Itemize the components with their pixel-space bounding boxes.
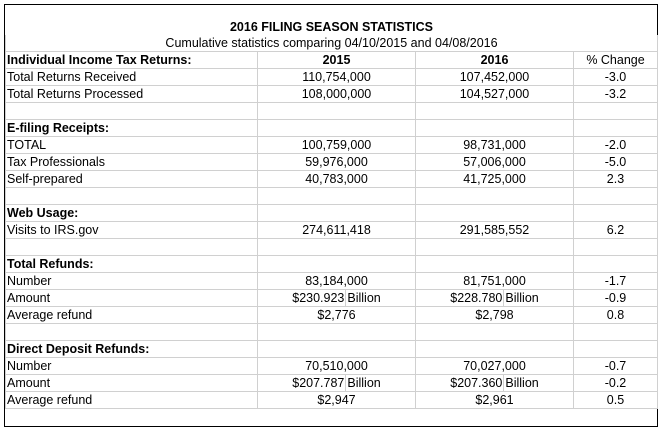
value-2016: 104,527,000 (416, 86, 574, 103)
row-label: Average refund (6, 307, 258, 324)
blank-row (6, 103, 658, 120)
table-row (6, 273, 658, 290)
spacer-row (6, 5, 658, 19)
value-2016 (416, 375, 574, 392)
page-subtitle: Cumulative statistics comparing 04/10/2015 and 04/08/2016 (6, 35, 658, 52)
row-label: Total Returns Processed (6, 86, 258, 103)
value-change: 0.5 (574, 392, 658, 409)
value-2016: 70,027,000 (416, 358, 574, 375)
value-change: -0.7 (574, 358, 658, 375)
value-change: -0.2 (574, 375, 658, 392)
table-row (6, 392, 658, 409)
value-2016 (416, 290, 574, 307)
value-change: -5.0 (574, 154, 658, 171)
section-heading-individual: Individual Income Tax Returns: (6, 52, 258, 69)
column-header-change: % Change (574, 52, 658, 69)
blank-row (6, 188, 658, 205)
value-2016: 81,751,000 (416, 273, 574, 290)
amount-unit: Billion (347, 376, 381, 390)
page-title: 2016 FILING SEASON STATISTICS (229, 20, 434, 34)
value-2015: 40,783,000 (258, 171, 416, 188)
value-2015 (258, 375, 416, 392)
amount-value: $207.787 (292, 376, 345, 390)
table-row (6, 307, 658, 324)
table-row (6, 222, 658, 239)
value-change: 6.2 (574, 222, 658, 239)
table-row (6, 69, 658, 86)
section-heading-web: Web Usage: (6, 205, 258, 222)
column-header-2015: 2015 (258, 52, 416, 69)
amount-value: $228.780 (450, 291, 503, 305)
row-label: Self-prepared (6, 171, 258, 188)
blank-row (6, 324, 658, 341)
row-label: Number (6, 273, 258, 290)
value-2015: 70,510,000 (258, 358, 416, 375)
value-2016: 107,452,000 (416, 69, 574, 86)
blank-row (6, 239, 658, 256)
value-change: -1.7 (574, 273, 658, 290)
value-2015: $2,776 (258, 307, 416, 324)
table-row (6, 290, 658, 307)
value-2015 (258, 290, 416, 307)
amount-value: $207.360 (450, 376, 503, 390)
value-change: -3.0 (574, 69, 658, 86)
statistics-sheet (4, 4, 658, 427)
value-2016: 57,006,000 (416, 154, 574, 171)
value-2015: 108,000,000 (258, 86, 416, 103)
table-row (6, 154, 658, 171)
value-2015: 83,184,000 (258, 273, 416, 290)
value-2016: 41,725,000 (416, 171, 574, 188)
value-change: -3.2 (574, 86, 658, 103)
table-row (6, 137, 658, 154)
value-2016: 98,731,000 (416, 137, 574, 154)
section-heading-efiling: E-filing Receipts: (6, 120, 258, 137)
row-label: Total Returns Received (6, 69, 258, 86)
table-row (6, 375, 658, 392)
amount-unit: Billion (505, 291, 539, 305)
value-change: -2.0 (574, 137, 658, 154)
value-change: -0.9 (574, 290, 658, 307)
amount-unit: Billion (505, 376, 539, 390)
value-2015: 100,759,000 (258, 137, 416, 154)
row-label: Tax Professionals (6, 154, 258, 171)
table-row (6, 358, 658, 375)
value-2015: 274,611,418 (258, 222, 416, 239)
section-heading-refunds: Total Refunds: (6, 256, 258, 273)
table-row (6, 86, 658, 103)
statistics-table (5, 5, 658, 409)
value-2016: $2,798 (416, 307, 574, 324)
amount-value: $230.923 (292, 291, 345, 305)
row-label: Average refund (6, 392, 258, 409)
value-2016: $2,961 (416, 392, 574, 409)
row-label: Amount (6, 290, 258, 307)
value-2016: 291,585,552 (416, 222, 574, 239)
value-2015: 59,976,000 (258, 154, 416, 171)
value-2015: 110,754,000 (258, 69, 416, 86)
value-change: 0.8 (574, 307, 658, 324)
column-header-2016: 2016 (416, 52, 574, 69)
section-heading-direct-deposit: Direct Deposit Refunds: (6, 341, 258, 358)
row-label: Visits to IRS.gov (6, 222, 258, 239)
row-label: Number (6, 358, 258, 375)
row-label: Amount (6, 375, 258, 392)
value-change: 2.3 (574, 171, 658, 188)
table-row (6, 171, 658, 188)
value-2015: $2,947 (258, 392, 416, 409)
amount-unit: Billion (347, 291, 381, 305)
row-label: TOTAL (6, 137, 258, 154)
